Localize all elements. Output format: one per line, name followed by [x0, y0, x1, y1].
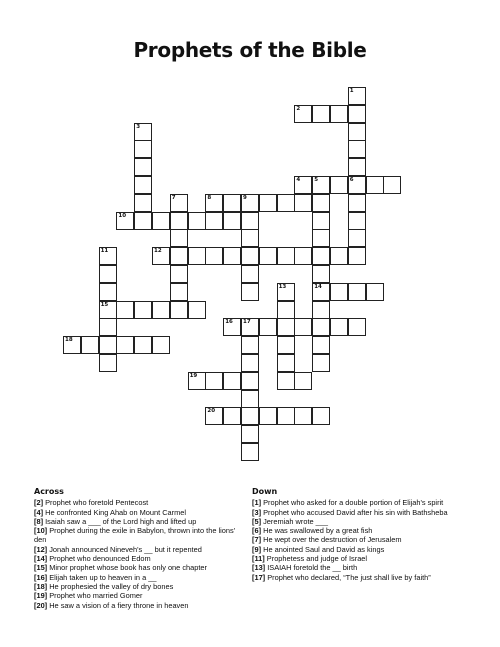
grid-cell[interactable] [134, 212, 152, 230]
grid-cell[interactable] [348, 87, 366, 105]
grid-cell[interactable] [134, 176, 152, 194]
grid-cell[interactable] [188, 301, 206, 319]
grid-cell[interactable] [312, 229, 330, 247]
grid-cell[interactable] [277, 407, 295, 425]
grid-cell[interactable] [170, 194, 188, 212]
grid-cell[interactable] [348, 158, 366, 176]
grid-cell[interactable] [294, 407, 312, 425]
grid-cell[interactable] [259, 407, 277, 425]
grid-cell[interactable] [241, 283, 259, 301]
grid-cell[interactable] [205, 212, 223, 230]
clue-across-2: [2] Prophet who foretold Pentecost [34, 498, 149, 508]
grid-cell[interactable] [330, 318, 348, 336]
clue-down-3: [3] Prophet who accused David after his sin with Bathsheba [252, 507, 448, 517]
grid-cell[interactable] [277, 318, 295, 336]
clue-across-10: [10] Prophet during the exile in Babylon, thrown into the lions' den [34, 526, 236, 545]
cell-number: 16 [225, 319, 233, 326]
across-clue-list [34, 498, 244, 610]
grid-cell[interactable] [205, 372, 223, 390]
grid-cell[interactable] [223, 318, 241, 336]
grid-cell[interactable] [116, 212, 134, 230]
down-clues [252, 487, 467, 582]
cell-number: 15 [100, 301, 109, 308]
grid-cell[interactable] [241, 229, 259, 247]
grid-cell[interactable] [99, 301, 117, 319]
grid-cell[interactable] [277, 301, 295, 319]
grid-cell[interactable] [348, 212, 366, 230]
across-clues [34, 487, 244, 610]
grid-cell[interactable] [366, 176, 384, 194]
grid-cell[interactable] [241, 194, 259, 212]
grid-cell[interactable] [277, 336, 295, 354]
cell-number: 18 [65, 337, 73, 344]
grid-cell[interactable] [366, 283, 384, 301]
grid-cell[interactable] [259, 247, 277, 265]
clue-down-7: [7] He wept over the destruction of Jerusalem [252, 535, 402, 545]
grid-cell[interactable] [330, 283, 348, 301]
grid-cell[interactable] [312, 336, 330, 354]
grid-cell[interactable] [294, 105, 312, 123]
grid-cell[interactable] [312, 301, 330, 319]
grid-cell[interactable] [241, 425, 259, 443]
grid-cell[interactable] [223, 372, 241, 390]
grid-cell[interactable] [348, 318, 366, 336]
clue-across-20: [20] He saw a vision of a fiery throne in heaven [34, 600, 189, 610]
grid-cell[interactable] [294, 318, 312, 336]
cell-number: 7 [171, 194, 176, 201]
grid-cell[interactable] [241, 390, 259, 408]
grid-cell[interactable] [312, 265, 330, 283]
grid-cell[interactable] [312, 212, 330, 230]
clue-down-13: [13] ISAIAH foretold the __ birth [252, 563, 358, 573]
grid-cell[interactable] [188, 372, 206, 390]
grid-cell[interactable] [277, 194, 295, 212]
puzzle-title: Prophets of the Bible [133, 38, 367, 62]
grid-cell[interactable] [348, 247, 366, 265]
cell-number: 3 [136, 123, 141, 130]
grid-cell[interactable] [81, 336, 99, 354]
grid-cell[interactable] [134, 336, 152, 354]
grid-cell[interactable] [241, 265, 259, 283]
grid-cell[interactable] [152, 301, 170, 319]
cell-number: 20 [207, 408, 216, 415]
grid-cell[interactable] [383, 176, 401, 194]
clue-across-14: [14] Prophet who denounced Edom [34, 554, 151, 564]
grid-cell[interactable] [223, 194, 241, 212]
grid-cell[interactable] [294, 176, 312, 194]
grid-cell[interactable] [312, 283, 330, 301]
grid-cell[interactable] [134, 194, 152, 212]
grid-cell[interactable] [205, 194, 223, 212]
grid-cell[interactable] [188, 247, 206, 265]
down-clue-list [252, 498, 467, 582]
grid-cell[interactable] [116, 336, 134, 354]
cell-number: 10 [118, 212, 127, 219]
grid-cell[interactable] [223, 212, 241, 230]
grid-cell[interactable] [99, 247, 117, 265]
clue-across-8: [8] Isaiah saw a ___ of the Lord high and lifted up [34, 516, 197, 526]
grid-cell[interactable] [277, 354, 295, 372]
grid-cell[interactable] [134, 301, 152, 319]
grid-cell[interactable] [152, 336, 170, 354]
cell-number: 14 [314, 283, 322, 290]
grid-cell[interactable] [312, 318, 330, 336]
clue-down-6: [6] He was swallowed by a great fish [252, 526, 373, 536]
grid-cell[interactable] [348, 283, 366, 301]
grid-cell[interactable] [348, 105, 366, 123]
grid-cell[interactable] [170, 301, 188, 319]
grid-cell[interactable] [205, 407, 223, 425]
grid-cell[interactable] [348, 123, 366, 141]
grid-cell[interactable] [330, 247, 348, 265]
cell-number: 2 [296, 105, 301, 112]
cell-number: 1 [349, 88, 354, 94]
cell-number: 5 [314, 177, 319, 183]
grid-cell[interactable] [294, 247, 312, 265]
clue-down-1: [1] Prophet who asked for a double portion of Elijah's spirit [252, 498, 444, 508]
cell-number: 4 [296, 177, 301, 183]
grid-cell[interactable] [188, 212, 206, 230]
grid-cell[interactable] [223, 247, 241, 265]
grid-cell[interactable] [116, 301, 134, 319]
cell-number: 11 [100, 248, 109, 255]
grid-cell[interactable] [312, 354, 330, 372]
grid-cell[interactable] [170, 265, 188, 283]
cell-number: 19 [189, 372, 198, 379]
grid-cell[interactable] [99, 283, 117, 301]
grid-cell[interactable] [223, 407, 241, 425]
clue-down-11: [11] Prophetess and judge of Israel [252, 554, 368, 564]
grid-cell[interactable] [312, 247, 330, 265]
clue-down-17: [17] Prophet who declared, “The just shall live by faith” [252, 572, 431, 582]
grid-cell[interactable] [312, 176, 330, 194]
grid-cell[interactable] [312, 105, 330, 123]
grid-cell[interactable] [241, 443, 259, 461]
across-heading: Across [34, 487, 64, 496]
grid-cell[interactable] [348, 229, 366, 247]
grid-cell[interactable] [348, 140, 366, 158]
cell-number: 17 [243, 319, 251, 326]
grid-cell[interactable] [152, 247, 170, 265]
grid-cell[interactable] [170, 212, 188, 230]
grid-cell[interactable] [348, 176, 366, 194]
cell-number: 8 [207, 194, 212, 201]
grid-cell[interactable] [241, 336, 259, 354]
grid-cell[interactable] [170, 229, 188, 247]
grid-cell[interactable] [170, 283, 188, 301]
grid-cell[interactable] [348, 194, 366, 212]
grid-cell[interactable] [241, 372, 259, 390]
clue-across-4: [4] He confronted King Ahab on Mount Carmel [34, 507, 187, 517]
grid-cell[interactable] [134, 158, 152, 176]
clue-across-16: [16] Elijah taken up to heaven in a __ [34, 572, 157, 582]
grid-cell[interactable] [170, 247, 188, 265]
clue-down-9: [9] He anointed Saul and David as kings [252, 544, 385, 554]
grid-cell[interactable] [241, 212, 259, 230]
grid-cell[interactable] [205, 247, 223, 265]
grid-cell[interactable] [277, 372, 295, 390]
grid-cell[interactable] [330, 176, 348, 194]
grid-cell[interactable] [134, 123, 152, 141]
grid-cell[interactable] [99, 354, 117, 372]
clue-across-19: [19] Prophet who married Gomer [34, 591, 143, 601]
cell-number: 6 [349, 177, 354, 183]
grid-cell[interactable] [152, 212, 170, 230]
grid-cell[interactable] [134, 140, 152, 158]
cell-number: 12 [154, 248, 162, 255]
grid-cell[interactable] [241, 354, 259, 372]
cell-number: 9 [243, 194, 247, 201]
grid-cell[interactable] [294, 194, 312, 212]
grid-cell[interactable] [99, 318, 117, 336]
grid-cell[interactable] [277, 283, 295, 301]
grid-cell[interactable] [259, 194, 277, 212]
clue-across-12: [12] Jonah announced Nineveh's __ but it repented [34, 544, 202, 554]
grid-cell[interactable] [312, 194, 330, 212]
clue-across-18: [18] He prophesied the valley of dry bones [34, 581, 174, 591]
clue-down-5: [5] Jeremiah wrote ___ [252, 516, 329, 526]
down-heading: Down [252, 487, 278, 496]
grid-cell[interactable] [241, 407, 259, 425]
grid-cell[interactable] [241, 318, 259, 336]
grid-cell[interactable] [294, 372, 312, 390]
grid-cell[interactable] [277, 247, 295, 265]
grid-cell[interactable] [99, 336, 117, 354]
grid-cell[interactable] [312, 407, 330, 425]
grid-cell[interactable] [99, 265, 117, 283]
grid-cell[interactable] [330, 105, 348, 123]
clue-across-15: [15] Minor prophet whose book has only one chapter [34, 563, 207, 573]
grid-cell[interactable] [63, 336, 81, 354]
cell-number: 13 [278, 283, 287, 290]
grid-cell[interactable] [259, 318, 277, 336]
grid-cell[interactable] [241, 247, 259, 265]
